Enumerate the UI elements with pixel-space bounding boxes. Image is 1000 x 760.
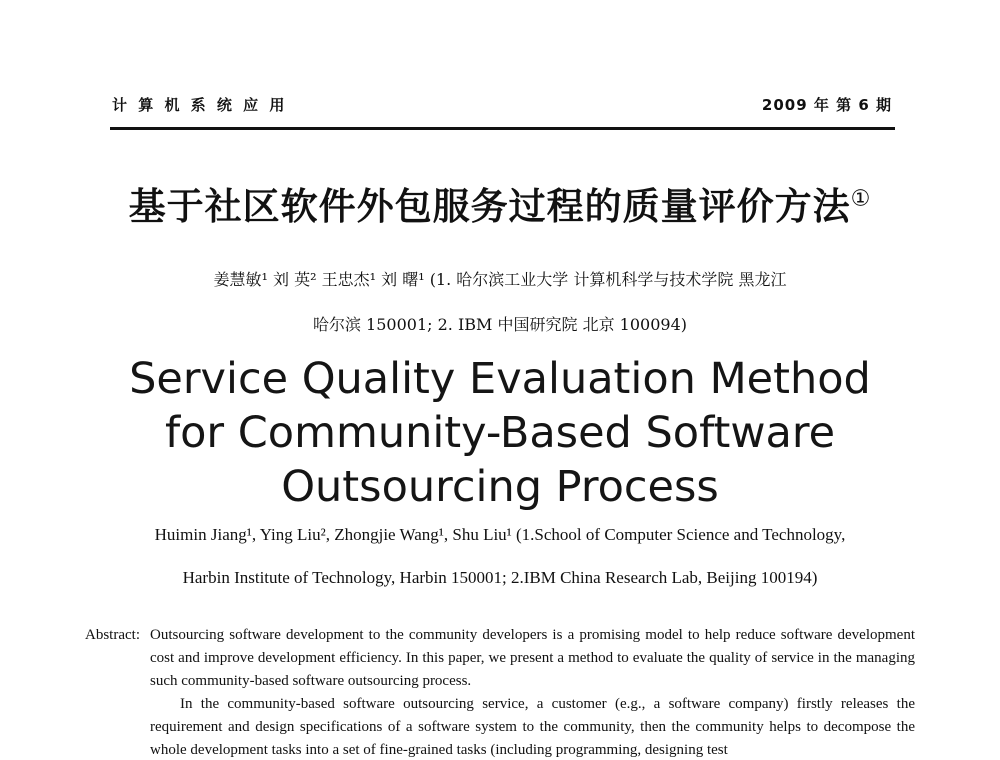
abstract-paragraph: Outsourcing software development to the community developers is a promising model to help reduce software development cost and improve development efficiency. In this paper, we present a method to evaluate the quality of service in the managing such community-based software outsourcing process. [150,627,915,689]
footnote-mark: ① [850,186,872,212]
english-authors-line-1: Huimin Jiang¹, Ying Liu², Zhongjie Wang¹, Shu Liu¹ (1.School of Computer Science and Technology, [154,525,846,544]
issue-label: 2009 年 第 6 期 [761,96,892,114]
running-head [112,94,892,118]
english-authors-line-2: Harbin Institute of Technology, Harbin 150001; 2.IBM China Research Lab, Beijing 100194) [182,568,818,587]
journal-name: 计 算 机 系 统 应 用 [112,96,288,114]
abstract-body [150,624,915,760]
chinese-title [0,176,1000,230]
english-title-line: Service Quality Evaluation Method [129,354,871,404]
header-rule [110,127,895,130]
chinese-authors-line-1: 姜慧敏¹ 刘 英² 王忠杰¹ 刘 曙¹ (1. 哈尔滨工业大学 计算机科学与技术学院 黑龙江 [213,270,787,289]
english-title-line: Outsourcing Process [281,462,719,512]
abstract-paragraph: In the community-based software outsourcing service, a customer (e.g., a software company) firstly releases the requirement and design specifications of a software system to the community, then the community helps to decompose the whole development tasks into a set of fine-grained tasks (including programming, designing test [150,696,915,758]
english-title [0,352,1000,514]
abstract-label: Abstract: [85,627,140,643]
english-title-line: for Community-Based Software [164,408,836,458]
chinese-title-text: 基于社区软件外包服务过程的质量评价方法 [128,185,851,228]
chinese-authors-line-2: 哈尔滨 150001; 2. IBM 中国研究院 北京 100094) [312,315,688,334]
